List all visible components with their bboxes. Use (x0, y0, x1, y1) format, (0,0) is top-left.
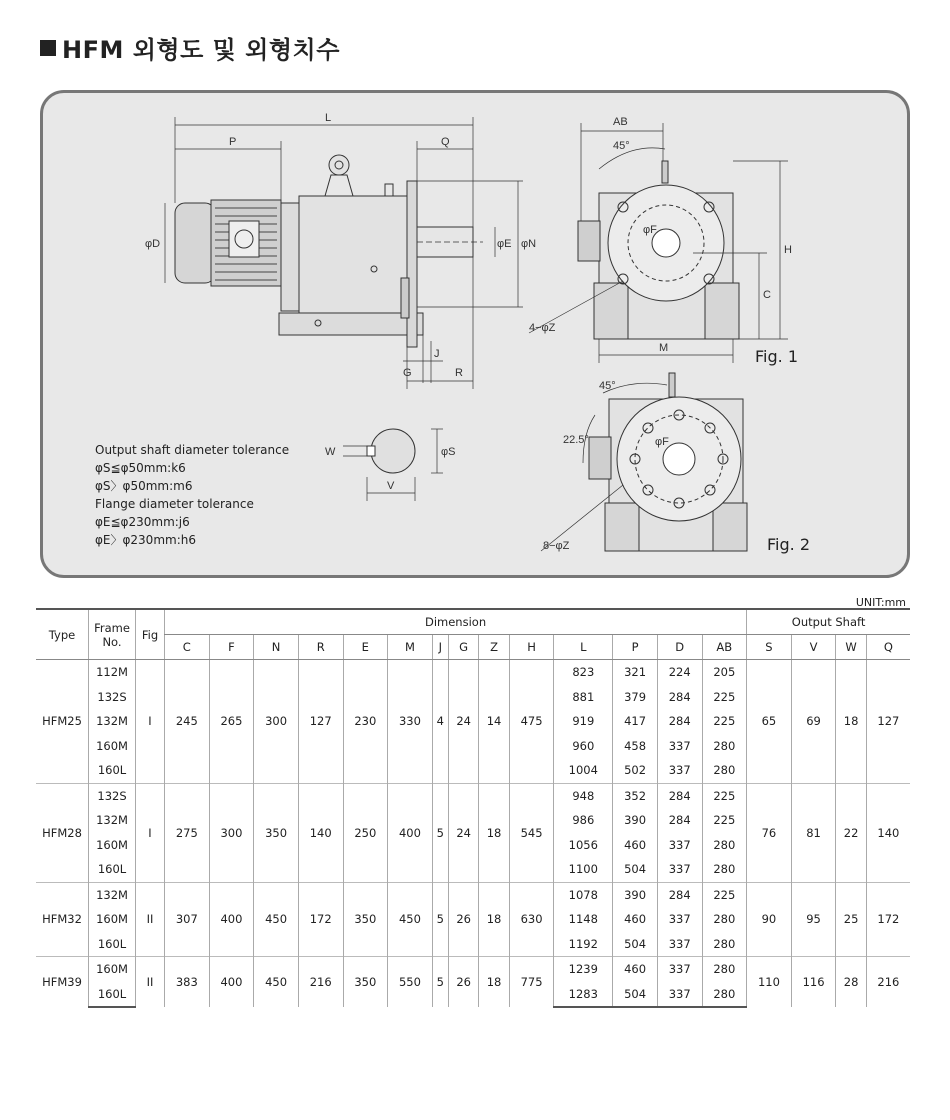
header-l: L (554, 635, 613, 660)
cell-l: 1056 (554, 833, 613, 858)
motor-endcap (175, 203, 215, 283)
cell-q: 216 (866, 957, 910, 1008)
dim-label-L: L (325, 112, 332, 124)
cell-d: 284 (657, 808, 702, 833)
cell-ab: 225 (702, 709, 747, 734)
dimension-table (36, 608, 910, 1008)
cell-ab: 280 (702, 734, 747, 759)
cell-z: 14 (479, 660, 509, 784)
fig1-label: Fig. 1 (755, 347, 798, 366)
header-f: F (209, 635, 254, 660)
cell-d: 337 (657, 734, 702, 759)
dim-label-4Z: 4−φZ (529, 322, 556, 334)
cell-d: 337 (657, 857, 702, 882)
tolerance-line: φE≦φ230mm:j6 (95, 515, 190, 529)
dim-label-W: W (325, 446, 336, 458)
header-q: Q (866, 635, 910, 660)
dim-label-R: R (455, 367, 463, 379)
cell-frame: 160M (89, 957, 136, 982)
tolerance-notes (95, 441, 289, 549)
header-ab: AB (702, 635, 747, 660)
cell-w: 22 (836, 783, 866, 882)
subheader-row (36, 635, 910, 660)
cell-f: 400 (209, 957, 254, 1008)
cell-n: 450 (254, 882, 299, 957)
fig1-vent-plug (662, 161, 668, 183)
cell-c: 307 (165, 882, 210, 957)
cell-frame: 160L (89, 982, 136, 1008)
cell-ab: 205 (702, 660, 747, 685)
fig2-vent-plug (669, 373, 675, 397)
dim-label-8Z: 8−φZ (543, 540, 570, 552)
cell-p: 504 (613, 982, 658, 1008)
cell-j: 4 (432, 660, 448, 784)
cell-ab: 280 (702, 932, 747, 957)
fig1-side-motor (578, 221, 600, 261)
shaft-section (325, 429, 455, 501)
cell-ab: 280 (702, 833, 747, 858)
cell-l: 1192 (554, 932, 613, 957)
square-bullet-icon (40, 40, 56, 56)
cell-h: 630 (509, 882, 554, 957)
cell-p: 390 (613, 882, 658, 907)
dim-label-H: H (784, 244, 792, 256)
cell-l: 1004 (554, 758, 613, 783)
cell-v: 81 (791, 783, 836, 882)
cell-z: 18 (479, 783, 509, 882)
table-body (36, 660, 910, 1008)
cell-l: 1148 (554, 907, 613, 932)
fig2-side-motor (589, 437, 611, 479)
cell-r: 127 (298, 660, 343, 784)
cell-d: 284 (657, 685, 702, 710)
cell-ab: 280 (702, 857, 747, 882)
dim-label-F: φF (643, 224, 657, 236)
cell-ab: 225 (702, 882, 747, 907)
terminal-box (229, 221, 259, 257)
cell-c: 383 (165, 957, 210, 1008)
header-v: V (791, 635, 836, 660)
dim-label-45: 45° (613, 140, 630, 152)
cell-frame: 132M (89, 808, 136, 833)
cell-p: 390 (613, 808, 658, 833)
cell-v: 69 (791, 660, 836, 784)
cell-w: 25 (836, 882, 866, 957)
cell-frame: 160M (89, 734, 136, 759)
cell-d: 224 (657, 660, 702, 685)
cell-g: 26 (448, 882, 478, 957)
cell-w: 18 (836, 660, 866, 784)
cell-frame: 160M (89, 833, 136, 858)
cell-r: 216 (298, 957, 343, 1008)
cell-p: 502 (613, 758, 658, 783)
cell-l: 986 (554, 808, 613, 833)
drawing-panel (40, 90, 910, 578)
cell-r: 140 (298, 783, 343, 882)
cell-p: 504 (613, 932, 658, 957)
cell-c: 245 (165, 660, 210, 784)
cell-frame: 132M (89, 882, 136, 907)
cell-frame: 160L (89, 932, 136, 957)
header-n: N (254, 635, 299, 660)
cell-n: 450 (254, 957, 299, 1008)
cell-d: 337 (657, 932, 702, 957)
reducer-housing (299, 196, 411, 313)
shaft-section-circle (371, 429, 415, 473)
cell-l: 960 (554, 734, 613, 759)
cell-p: 460 (613, 833, 658, 858)
shaft-keyway (367, 446, 375, 456)
header-output-shaft: Output Shaft (747, 609, 910, 635)
header-j: J (432, 635, 448, 660)
cell-m: 400 (388, 783, 433, 882)
header-d: D (657, 635, 702, 660)
dim-label-G: G (403, 367, 412, 379)
dim-label-22-5: 22.5° (563, 434, 589, 446)
tolerance-line: φS〉φ50mm:m6 (95, 479, 193, 493)
cell-ab: 280 (702, 982, 747, 1008)
cell-p: 460 (613, 907, 658, 932)
tolerance-line: Flange diameter tolerance (95, 497, 254, 511)
cell-f: 265 (209, 660, 254, 784)
cell-d: 337 (657, 982, 702, 1008)
cell-p: 321 (613, 660, 658, 685)
cell-h: 775 (509, 957, 554, 1008)
cell-frame: 160M (89, 907, 136, 932)
dim-label-45b: 45° (599, 380, 616, 392)
cell-h: 475 (509, 660, 554, 784)
cell-p: 352 (613, 783, 658, 808)
header-type: Type (36, 609, 89, 660)
cell-q: 140 (866, 783, 910, 882)
lifting-lug (325, 175, 353, 196)
cell-l: 919 (554, 709, 613, 734)
cell-ab: 225 (702, 685, 747, 710)
tolerance-line: Output shaft diameter tolerance (95, 443, 290, 457)
cell-d: 337 (657, 758, 702, 783)
cell-fig: II (136, 882, 165, 957)
cell-p: 460 (613, 957, 658, 982)
cell-c: 275 (165, 783, 210, 882)
cell-j: 5 (432, 957, 448, 1008)
cell-ab: 280 (702, 758, 747, 783)
dim-label-V: V (387, 480, 395, 492)
cell-d: 337 (657, 907, 702, 932)
cell-q: 127 (866, 660, 910, 784)
cell-w: 28 (836, 957, 866, 1008)
cell-frame: 132S (89, 685, 136, 710)
cell-s: 90 (747, 882, 792, 957)
page-title (40, 30, 340, 65)
cell-l: 1283 (554, 982, 613, 1008)
cell-j: 5 (432, 882, 448, 957)
cell-m: 550 (388, 957, 433, 1008)
cell-frame: 132M (89, 709, 136, 734)
cell-l: 1239 (554, 957, 613, 982)
cell-l: 1078 (554, 882, 613, 907)
cell-ab: 280 (702, 907, 747, 932)
header-g: G (448, 635, 478, 660)
dim-label-D: φD (145, 238, 161, 250)
dim-label-M: M (659, 342, 669, 354)
cell-fig: II (136, 957, 165, 1008)
header-fig: Fig (136, 609, 165, 660)
cell-frame: 132S (89, 783, 136, 808)
fig2-label: Fig. 2 (767, 535, 810, 554)
cell-e: 350 (343, 882, 388, 957)
tolerance-line: φE〉φ230mm:h6 (95, 533, 196, 547)
output-flange (407, 181, 417, 347)
table-row (36, 882, 910, 907)
cell-fig: I (136, 660, 165, 784)
motor-flange (281, 203, 299, 311)
cell-frame: 112M (89, 660, 136, 685)
cell-p: 417 (613, 709, 658, 734)
cell-ab: 280 (702, 957, 747, 982)
cell-ab: 225 (702, 783, 747, 808)
cell-s: 76 (747, 783, 792, 882)
table-row (36, 783, 910, 808)
header-p: P (613, 635, 658, 660)
header-c: C (165, 635, 210, 660)
table-row (36, 957, 910, 982)
cell-type: HFM32 (36, 882, 89, 957)
header-frame: Frame No. (89, 609, 136, 660)
cell-l: 823 (554, 660, 613, 685)
header-dimension: Dimension (165, 609, 747, 635)
cell-z: 18 (479, 957, 509, 1008)
cell-frame: 160L (89, 758, 136, 783)
dim-label-F2: φF (655, 436, 669, 448)
cell-fig: I (136, 783, 165, 882)
cell-f: 400 (209, 882, 254, 957)
cell-p: 504 (613, 857, 658, 882)
cell-p: 379 (613, 685, 658, 710)
header-m: M (388, 635, 433, 660)
cell-e: 230 (343, 660, 388, 784)
cell-g: 24 (448, 783, 478, 882)
vent-plug-icon (385, 184, 393, 196)
cell-j: 5 (432, 783, 448, 882)
cell-d: 337 (657, 957, 702, 982)
front-view-fig1 (529, 116, 792, 363)
header-w: W (836, 635, 866, 660)
cell-d: 337 (657, 833, 702, 858)
dim-label-S: φS (441, 446, 456, 458)
cell-l: 948 (554, 783, 613, 808)
cell-z: 18 (479, 882, 509, 957)
cell-r: 172 (298, 882, 343, 957)
cell-n: 300 (254, 660, 299, 784)
page-title-text: HFM 외형도 및 외형치수 (62, 36, 340, 64)
dim-label-C: C (763, 289, 771, 301)
cell-n: 350 (254, 783, 299, 882)
dim-label-E: φE (497, 238, 512, 250)
cell-d: 284 (657, 783, 702, 808)
cell-s: 110 (747, 957, 792, 1008)
cell-type: HFM28 (36, 783, 89, 882)
flange-pilot (401, 278, 409, 318)
dim-label-N: φN (521, 238, 537, 250)
header-e: E (343, 635, 388, 660)
cell-l: 1100 (554, 857, 613, 882)
cell-m: 330 (388, 660, 433, 784)
cell-type: HFM25 (36, 660, 89, 784)
cell-h: 545 (509, 783, 554, 882)
cell-ab: 225 (702, 808, 747, 833)
dim-label-Q: Q (441, 136, 450, 148)
header-z: Z (479, 635, 509, 660)
cell-g: 24 (448, 660, 478, 784)
side-view (145, 112, 536, 389)
cell-type: HFM39 (36, 957, 89, 1008)
table-row (36, 660, 910, 685)
lifting-eye-icon (329, 155, 349, 175)
cell-l: 881 (554, 685, 613, 710)
dim-label-J: J (434, 348, 440, 360)
cell-e: 250 (343, 783, 388, 882)
header-r: R (298, 635, 343, 660)
cell-p: 458 (613, 734, 658, 759)
cell-m: 450 (388, 882, 433, 957)
cell-g: 26 (448, 957, 478, 1008)
cell-frame: 160L (89, 857, 136, 882)
cell-f: 300 (209, 783, 254, 882)
header-s: S (747, 635, 792, 660)
cell-s: 65 (747, 660, 792, 784)
unit-label: UNIT:mm (855, 596, 906, 609)
dim-label-P: P (229, 136, 237, 148)
cell-v: 116 (791, 957, 836, 1008)
dim-label-AB: AB (613, 116, 628, 128)
header-h: H (509, 635, 554, 660)
front-view-fig2 (541, 373, 747, 552)
cell-q: 172 (866, 882, 910, 957)
tolerance-line: φS≦φ50mm:k6 (95, 461, 186, 475)
cell-e: 350 (343, 957, 388, 1008)
cell-d: 284 (657, 709, 702, 734)
cell-v: 95 (791, 882, 836, 957)
cell-d: 284 (657, 882, 702, 907)
